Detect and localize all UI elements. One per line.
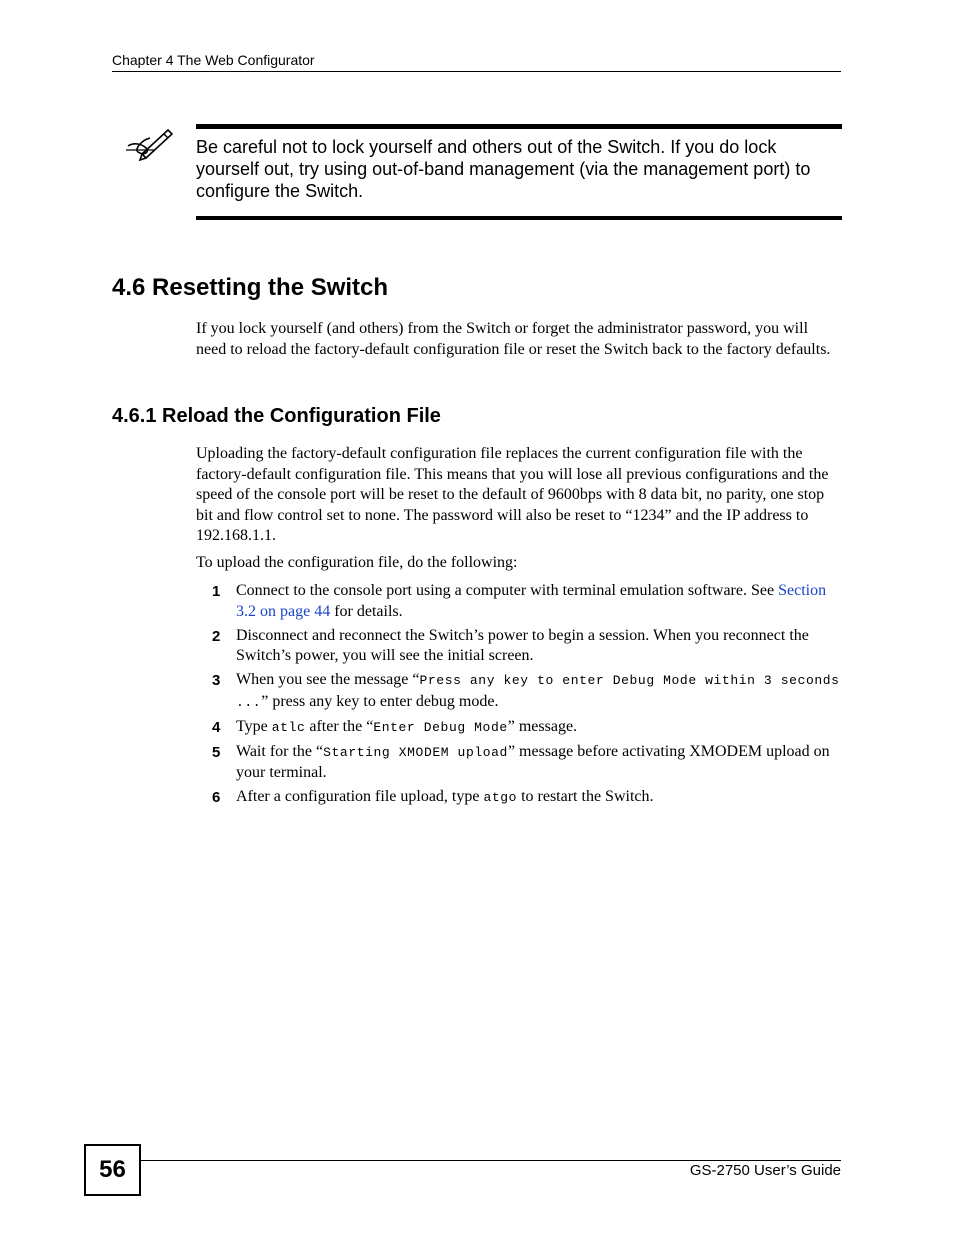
header-divider [112, 71, 841, 72]
step-text: When you see the message “ [236, 671, 420, 688]
step-text: ” press any key to enter debug mode. [261, 692, 499, 710]
step-6 [196, 787, 842, 809]
console-message: Enter Debug Mode [373, 719, 508, 735]
console-message: Starting XMODEM upload [323, 744, 508, 760]
step-text: ” message. [507, 717, 578, 735]
step-text: to restart the Switch. [517, 788, 654, 805]
section-heading: 4.6 Resetting the Switch [112, 274, 389, 301]
subsection-heading: 4.6.1 Reload the Configuration File [112, 405, 441, 427]
step-text: Type [236, 717, 272, 735]
step-3 [196, 670, 842, 713]
console-message: Press any key to enter Debug Mode within 3 seconds ... [236, 673, 840, 710]
step-number: 2 [212, 627, 221, 645]
note-text: Be careful not to lock yourself and others out of the Switch. If you do lock yourself out, try using out-of-band management (via the management port) to configure the Switch. [196, 137, 811, 201]
steps-intro: To upload the configuration file, do the following: [196, 554, 518, 571]
step-text: After a configuration file upload, type [236, 788, 484, 805]
command-text: atgo [483, 790, 518, 805]
footer-divider [139, 1160, 841, 1161]
step-text: for details. [330, 602, 403, 620]
subsection-paragraph: Uploading the factory-default configuration file replaces the current configuration file with the factory-default configuration file. This means that you will lose all previous configurations and the speed of the console port will be reset to the default of 9600bps with 8 data bit, no parity, one stop bit and flow control set to none. The password will also be reset to “1234” and the IP address to 192.168.1.1. [196, 445, 829, 544]
step-text: Disconnect and reconnect the Switch’s power to begin a session. When you reconnect the Switch’s power, you will see the initial screen. [236, 626, 809, 664]
step-1 [196, 581, 842, 622]
step-number: 1 [212, 583, 221, 600]
step-number: 5 [212, 743, 221, 761]
procedure-steps [196, 581, 842, 812]
section-intro: If you lock yourself (and others) from the Switch or forget the administrator password, you will need to reload the factory-default configuration file or reset the Switch back to the factory defaults. [196, 320, 831, 358]
step-4 [196, 717, 842, 739]
step-text: Wait for the “ [236, 742, 324, 760]
note-pencil-icon [124, 120, 174, 162]
cross-reference-link[interactable]: Section 3.2 on page 44 [236, 582, 827, 620]
step-2 [196, 626, 842, 667]
step-number: 3 [212, 672, 221, 689]
step-5 [196, 742, 842, 784]
guide-title: GS-2750 User’s Guide [689, 1162, 841, 1179]
command-text: atlc [271, 719, 306, 735]
step-text: ” message before activating XMODEM upload on your terminal. [236, 742, 830, 781]
step-text: Connect to the console port using a computer with terminal emulation software. See [236, 582, 779, 599]
step-number: 4 [212, 718, 221, 736]
page-number: 56 [84, 1144, 141, 1196]
step-number: 6 [212, 789, 221, 806]
note-top-rule [196, 124, 842, 129]
running-header: Chapter 4 The Web Configurator [112, 52, 315, 68]
step-text: after the “ [305, 717, 374, 735]
note-bottom-rule [196, 216, 842, 220]
